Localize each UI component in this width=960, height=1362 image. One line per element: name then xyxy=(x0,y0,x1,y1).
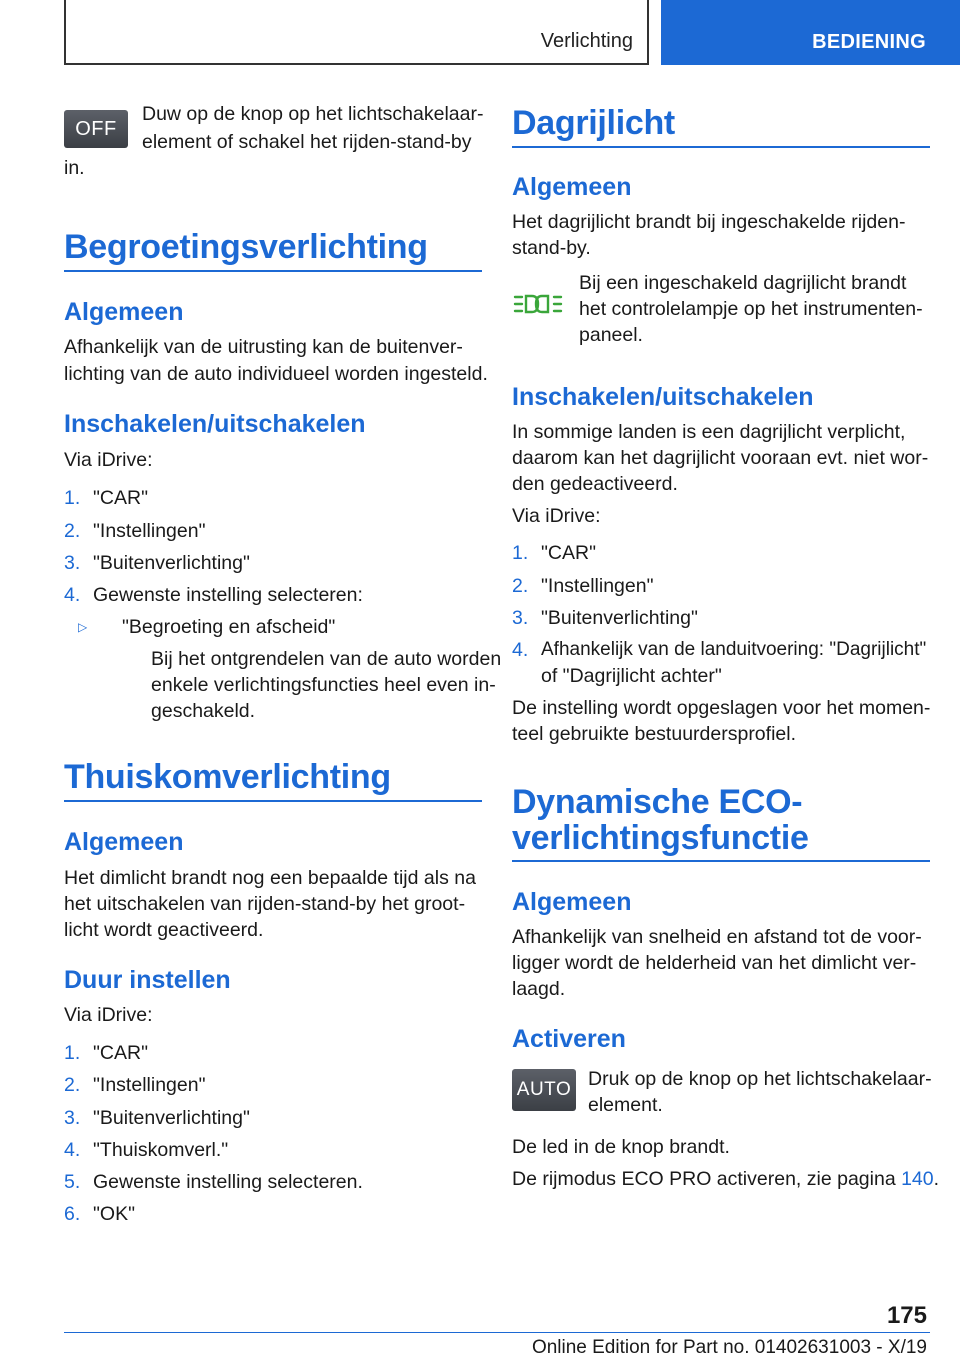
left-column xyxy=(64,0,502,1300)
body-text-line: Het dimlicht brandt nog een bepaalde tijd als na xyxy=(64,867,476,889)
heading-general: Algemeen xyxy=(512,173,632,201)
sub-item-desc-line: geschakeld. xyxy=(151,700,256,722)
lamp-text-line: paneel. xyxy=(579,324,643,346)
section-title-eco-line1: Dynamische ECO- xyxy=(512,783,803,821)
step-number: 1. xyxy=(64,1042,81,1064)
intro-text-line: in. xyxy=(64,157,85,179)
step-text-continued: of "Dagrijlicht achter" xyxy=(541,665,722,687)
led-text: De led in de knop brandt. xyxy=(512,1136,730,1158)
via-idrive-text: Via iDrive: xyxy=(512,505,601,527)
section-title-drl: Dagrijlicht xyxy=(512,104,675,142)
body-text-line: het uitschakelen van rijden-stand-by het groot- xyxy=(64,893,466,915)
via-idrive-text: Via iDrive: xyxy=(64,1004,153,1026)
step-number: 1. xyxy=(512,542,529,564)
section-title-welcome: Begroetingsverlichting xyxy=(64,228,428,266)
step-number: 6. xyxy=(64,1203,81,1225)
heading-general: Algemeen xyxy=(64,828,184,856)
step-number: 4. xyxy=(64,584,81,606)
section-rule xyxy=(64,270,482,272)
step-text: "CAR" xyxy=(541,542,597,564)
step-number: 3. xyxy=(512,607,529,629)
activate-text-line: Druk op de knop op het lichtschakelaar- xyxy=(588,1068,932,1090)
section-rule xyxy=(64,800,482,802)
intro-text-line: Duw op de knop op het lichtschakelaar- xyxy=(142,103,484,125)
body-text-line: teel gebruikte bestuurdersprofiel. xyxy=(512,723,796,745)
eco-pro-end: . xyxy=(933,1168,940,1190)
step-number: 3. xyxy=(64,1107,81,1129)
sub-item-text: "Begroeting en afscheid" xyxy=(122,616,336,638)
step-text: "OK" xyxy=(93,1203,136,1225)
step-number: 2. xyxy=(512,575,529,597)
body-text-line: laagd. xyxy=(512,978,566,1000)
step-text: "CAR" xyxy=(93,487,149,509)
body-text-line: Afhankelijk van de uitrusting kan de buitenver- xyxy=(64,336,463,358)
heading-switch: Inschakelen/uitschakelen xyxy=(512,383,814,411)
step-number: 4. xyxy=(512,639,529,661)
body-text-line: Het dagrijlicht brandt bij ingeschakelde rijden- xyxy=(512,211,906,233)
eco-pro-reference xyxy=(512,1166,939,1192)
heading-general: Algemeen xyxy=(64,298,184,326)
footer-edition: Online Edition for Part no. 01402631003 - X/19 xyxy=(531,1337,927,1358)
triangle-bullet-icon: ▷ xyxy=(78,620,88,634)
body-text-line: Afhankelijk van snelheid en afstand tot de voor- xyxy=(512,926,922,948)
step-number: 1. xyxy=(64,487,81,509)
daytime-running-light-indicator-icon xyxy=(512,292,564,316)
lamp-text-line: het controlelampje op het instrumenten- xyxy=(579,298,923,320)
footer-rule xyxy=(64,1332,930,1333)
step-text: "Instellingen" xyxy=(93,520,206,542)
heading-switch: Inschakelen/uitschakelen xyxy=(64,410,366,438)
section-title-home: Thuiskomverlichting xyxy=(64,758,391,796)
header-section-label: BEDIENING xyxy=(812,31,926,53)
step-number: 2. xyxy=(64,520,81,542)
body-text-line: licht wordt geactiveerd. xyxy=(64,919,264,941)
off-button-icon xyxy=(64,110,128,148)
step-text: Afhankelijk van de landuitvoering: "Dagrijlicht" xyxy=(541,639,927,660)
step-text: "Buitenverlichting" xyxy=(541,607,698,629)
page-number: 175 xyxy=(886,1302,927,1329)
eco-pro-text: De rijmodus ECO PRO activeren, zie pagina xyxy=(512,1168,902,1190)
step-number: 3. xyxy=(64,552,81,574)
auto-button-icon xyxy=(512,1069,576,1111)
header-title: Verlichting xyxy=(540,30,633,52)
via-idrive-text: Via iDrive: xyxy=(64,449,153,471)
body-text-line: daarom kan het dagrijlicht vooraan evt. niet wor- xyxy=(512,447,929,469)
step-number: 2. xyxy=(64,1074,81,1096)
step-text: Gewenste instelling selecteren: xyxy=(93,584,363,606)
section-title-eco-line2: verlichtingsfunctie xyxy=(512,819,809,857)
step-number: 4. xyxy=(64,1139,81,1161)
right-column xyxy=(512,0,940,1300)
section-rule xyxy=(512,146,930,148)
page-link[interactable]: 140 xyxy=(901,1168,934,1190)
body-text-line: den gedeactiveerd. xyxy=(512,473,678,495)
step-text: "Instellingen" xyxy=(93,1074,206,1096)
body-text-line: stand-by. xyxy=(512,237,591,259)
step-text: "Thuiskomverl." xyxy=(93,1139,229,1161)
activate-text-line: element. xyxy=(588,1094,663,1116)
heading-duration: Duur instellen xyxy=(64,966,231,994)
section-rule xyxy=(512,860,930,862)
heading-general: Algemeen xyxy=(512,888,632,916)
auto-icon-label: AUTO xyxy=(516,1079,572,1100)
intro-text-line: element of schakel het rijden-stand-by xyxy=(142,131,472,153)
step-text: "Instellingen" xyxy=(541,575,654,597)
body-text-line: ligger wordt de helderheid van het dimlicht ver- xyxy=(512,952,917,974)
body-text-line: In sommige landen is een dagrijlicht verplicht, xyxy=(512,421,906,443)
step-text: "Buitenverlichting" xyxy=(93,552,250,574)
step-number: 5. xyxy=(64,1171,81,1193)
body-text-line: De instelling wordt opgeslagen voor het momen- xyxy=(512,697,931,719)
heading-activate: Activeren xyxy=(512,1025,626,1053)
sub-item-desc-line: Bij het ontgrendelen van de auto worden xyxy=(151,648,502,670)
step-text: Gewenste instelling selecteren. xyxy=(93,1171,363,1193)
lamp-text-line: Bij een ingeschakeld dagrijlicht brandt xyxy=(579,272,907,294)
body-text-line: lichting van de auto individueel worden ingesteld. xyxy=(64,363,488,385)
off-icon-label: OFF xyxy=(75,117,117,140)
step-text: "CAR" xyxy=(93,1042,149,1064)
step-text: "Buitenverlichting" xyxy=(93,1107,250,1129)
sub-item-desc-line: enkele verlichtingsfuncties heel even in- xyxy=(151,674,496,696)
